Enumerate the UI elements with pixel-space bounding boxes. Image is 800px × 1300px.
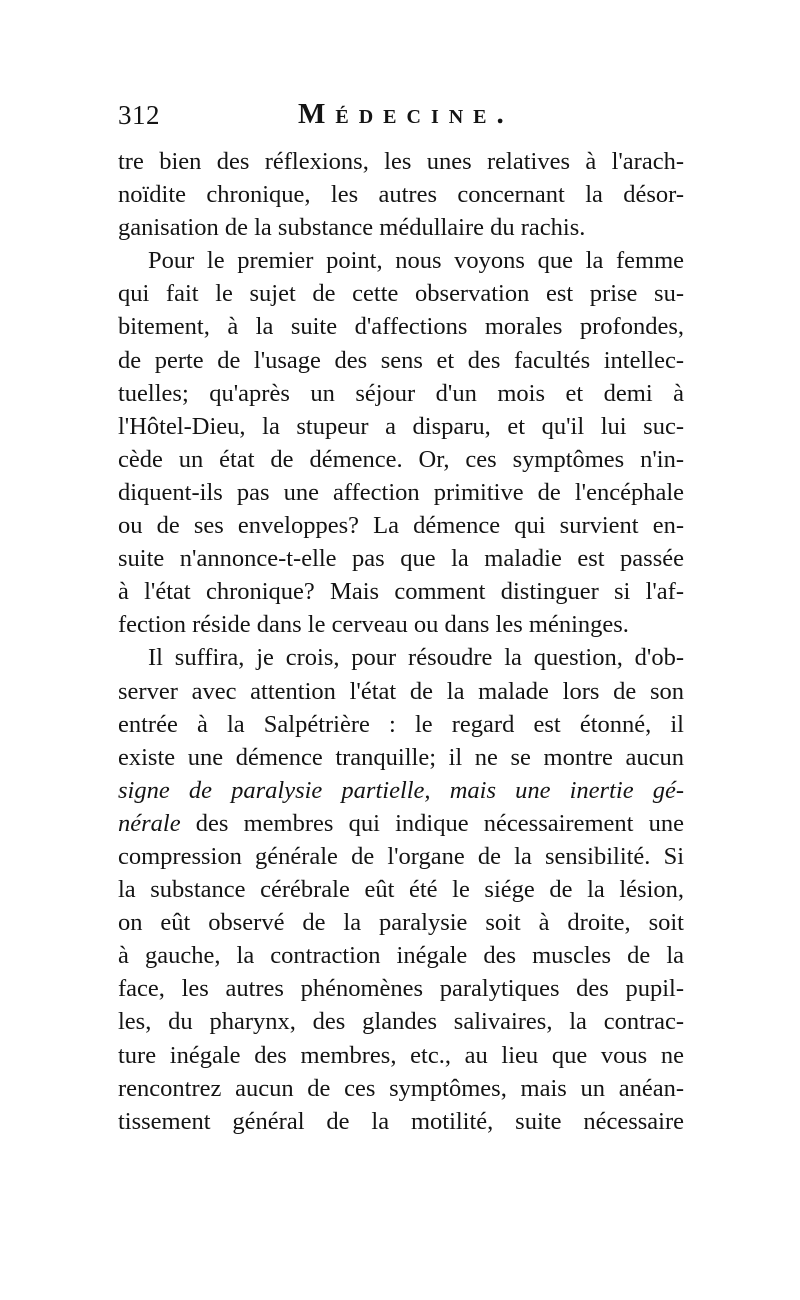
text-line: noïdite chronique, les autres concernant la désor- [118,181,684,209]
text-line: ou de ses enveloppes? La démence qui survient en- [118,512,684,540]
text-line: tuelles; qu'après un séjour d'un mois et demi à [118,379,684,407]
text-line: la substance cérébrale eût été le siége de la lésion, [118,876,684,904]
text-line: de perte de l'usage des sens et des facultés intellec- [118,346,684,374]
text-line: compression générale de l'organe de la sensibilité. Si [118,842,684,870]
text-line: existe une démence tranquille; il ne se montre aucun [118,743,684,771]
text-line: cède un état de démence. Or, ces symptômes n'in- [118,445,684,473]
paragraph-start-line: Il suffira, je crois, pour résoudre la question, d'ob- [148,644,684,672]
text-line: nérale des membres qui indique nécessairement une [118,809,684,837]
text-line: on eût observé de la paralysie soit à droite, soit [118,909,684,937]
page-number: 312 [118,100,160,130]
text-line: bitement, à la suite d'affections morales profondes, [118,313,684,341]
paragraph-start-line: Pour le premier point, nous voyons que la femme [148,247,684,275]
text-line: fection réside dans le cerveau ou dans les méninges. [118,611,629,639]
text-line: rencontrez aucun de ces symptômes, mais un anéan- [118,1074,684,1102]
text-line: ganisation de la substance médullaire du rachis. [118,214,586,242]
text-line: entrée à la Salpétrière : le regard est étonné, il [118,710,684,738]
text-line: ture inégale des membres, etc., au lieu que vous ne [118,1041,684,1069]
text-line: qui fait le sujet de cette observation est prise su- [118,280,684,308]
text-line: suite n'annonce-t-elle pas que la maladie est passée [118,545,684,573]
text-line: diquent-ils pas une affection primitive de l'encéphale [118,478,684,506]
text-line: server avec attention l'état de la malade lors de son [118,677,684,705]
text-line: tissement général de la motilité, suite nécessaire [118,1107,684,1135]
text-line: les, du pharynx, des glandes salivaires, la contrac- [118,1008,684,1036]
body-text [118,145,684,1138]
text-line: face, les autres phénomènes paralytiques des pupil- [118,975,684,1003]
text-line: signe de paralysie partielle, mais une inertie gé- [118,776,684,804]
running-head: Médecine. [298,98,514,130]
text-line: à gauche, la contraction inégale des muscles de la [118,942,684,970]
text-line: l'Hôtel-Dieu, la stupeur a disparu, et qu'il lui suc- [118,412,684,440]
text-line: à l'état chronique? Mais comment distinguer si l'af- [118,578,684,606]
page-header [118,96,698,136]
text-line: tre bien des réflexions, les unes relatives à l'arach- [118,148,684,175]
